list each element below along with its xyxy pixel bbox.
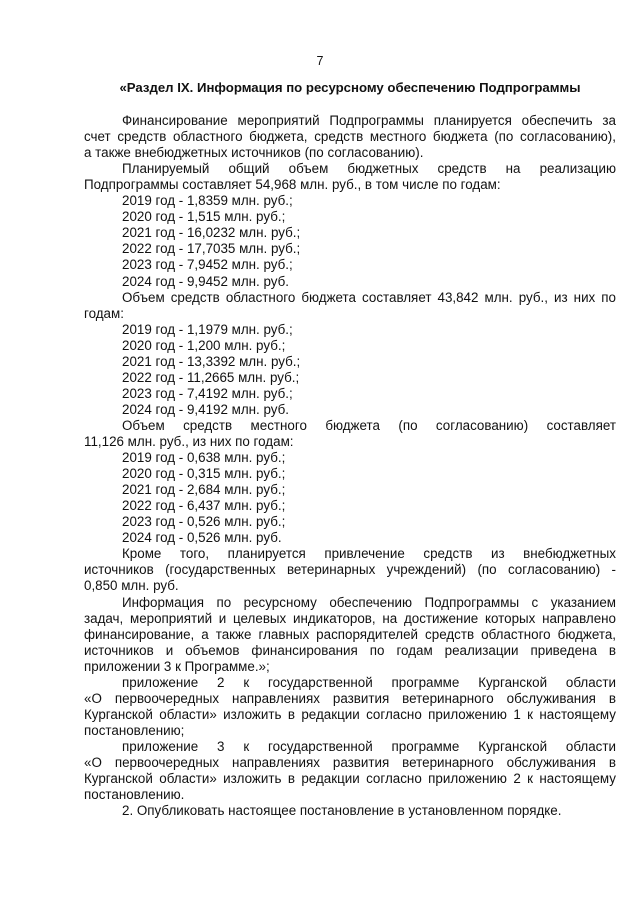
text-line: 2023 год - 7,4192 млн. руб.; <box>122 385 293 401</box>
text-line: годам: <box>84 305 124 321</box>
text-line: 2019 год - 0,638 млн. руб.; <box>122 450 286 466</box>
text-line: «О первоочередных направлениях развития ветеринарного обслуживания в <box>84 690 616 706</box>
text-line: 2023 год - 0,526 млн. руб.; <box>122 514 286 530</box>
text-line: 2019 год - 1,1979 млн. руб.; <box>122 321 293 337</box>
text-line: приложение 2 к государственной программе Курганской области <box>122 674 616 690</box>
text-line: 2024 год - 0,526 млн. руб. <box>122 530 282 546</box>
text-line: приложении 3 к Программе.»; <box>84 658 270 674</box>
section-title: «Раздел IX. Информация по ресурсному обеспечению Подпрограммы <box>119 80 581 95</box>
text-line: счет средств областного бюджета, средств местного бюджета (по согласованию), <box>84 129 616 145</box>
text-line: финансирование, а также главных распорядителей средств областного бюджета, <box>84 626 616 642</box>
text-line: 2020 год - 1,200 млн. руб.; <box>122 337 286 353</box>
text-line: источников (государственных ветеринарных учреждений) (по согласованию) - <box>84 562 616 578</box>
text-line: задач, мероприятий и целевых индикаторов, на достижение которых направлено <box>84 610 616 626</box>
text-line: 2021 год - 16,0232 млн. руб.; <box>122 225 301 241</box>
text-line: а также внебюджетных источников (по согласованию). <box>84 145 424 161</box>
text-line: Планируемый общий объем бюджетных средств на реализацию <box>122 161 616 177</box>
text-line: Курганской области» изложить в редакции согласно приложению 1 к настоящему <box>84 706 616 722</box>
text-line: 2021 год - 13,3392 млн. руб.; <box>122 353 301 369</box>
text-line: 2019 год - 1,8359 млн. руб.; <box>122 193 293 209</box>
text-line: 2020 год - 0,315 млн. руб.; <box>122 466 286 482</box>
text-line: Курганской области» изложить в редакции согласно приложению 2 к настоящему <box>84 771 616 787</box>
text-line: 2024 год - 9,9452 млн. руб. <box>122 273 290 289</box>
text-line: Финансирование мероприятий Подпрограммы планируется обеспечить за <box>122 113 616 128</box>
text-line: 11,126 млн. руб., из них по годам: <box>84 434 294 449</box>
text-line: 2022 год - 17,7035 млн. руб.; <box>122 241 301 257</box>
text-line: источников и объемов финансирования по годам реализации приведена в <box>84 642 616 658</box>
text-line: Подпрограммы составляет 54,968 млн. руб., в том числе по годам: <box>84 177 501 193</box>
page-number: 7 <box>316 54 324 68</box>
text-line: «О первоочередных направлениях развития ветеринарного обслуживания в <box>84 755 616 770</box>
text-line: постановлению; <box>84 722 185 738</box>
text-line: Объем средств местного бюджета (по согласованию) составляет <box>122 417 616 433</box>
text-line: 2023 год - 7,9452 млн. руб.; <box>122 257 293 273</box>
text-line: 2021 год - 2,684 млн. руб.; <box>122 482 286 498</box>
text-line: постановлению. <box>84 787 185 803</box>
text-line: 2020 год - 1,515 млн. руб.; <box>122 209 286 225</box>
text-line: 2022 год - 11,2665 млн. руб.; <box>122 369 300 385</box>
text-line: приложение 3 к государственной программе Курганской области <box>122 738 616 754</box>
text-line: Кроме того, планируется привлечение средств из внебюджетных <box>122 546 616 562</box>
text-line: 2024 год - 9,4192 млн. руб. <box>122 401 290 417</box>
text-line: 2. Опубликовать настоящее постановление в установленном порядке. <box>122 803 562 819</box>
text-line: Информация по ресурсному обеспечению Подпрограммы с указанием <box>122 594 616 610</box>
text-line: 0,850 млн. руб. <box>84 578 179 594</box>
text-line: 2022 год - 6,437 млн. руб.; <box>122 498 286 514</box>
text-line: Объем средств областного бюджета составляет 43,842 млн. руб., из них по <box>122 289 616 305</box>
